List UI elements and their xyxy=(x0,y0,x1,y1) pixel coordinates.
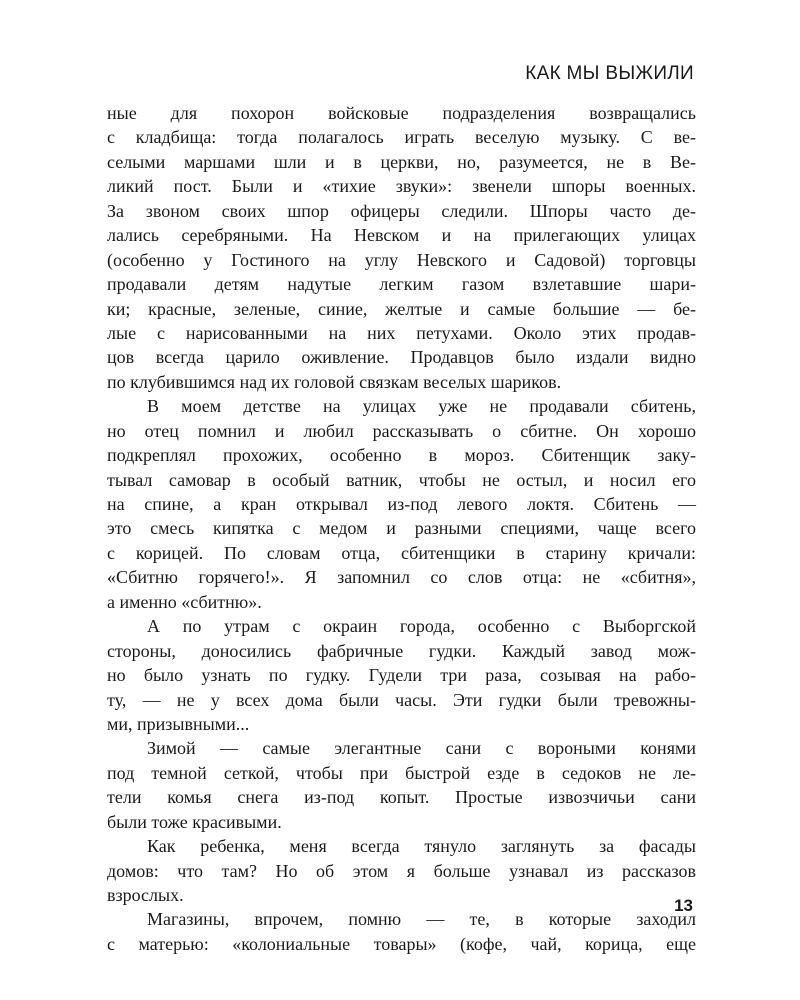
text-line: а именно «сбитню». xyxy=(107,591,262,612)
text-line: с матерью: «колониальные товары» (кофе, чай, корица, еще xyxy=(107,933,696,954)
text-line: домов: что там? Но об этом я больше узнавал из рассказов xyxy=(107,860,696,881)
text-line: стороны, доносились фабричные гудки. Каждый завод мож- xyxy=(107,640,696,661)
text-line: тывал самовар в особый ватник, чтобы не остыл, и носил его xyxy=(107,469,696,490)
text-line: За звоном своих шпор офицеры следили. Шпоры часто де- xyxy=(107,200,696,221)
text-line: ту, — не у всех дома были часы. Эти гудки были тревожны- xyxy=(107,689,696,710)
paragraph-first-line: Как ребенка, меня всегда тянуло заглянуть за фасады xyxy=(147,836,696,857)
running-title: КАК МЫ ВЫЖИЛИ xyxy=(525,63,694,84)
text-line: «Сбитню горячего!». Я запомнил со слов отца: не «сбитня», xyxy=(107,567,696,588)
text-line: были тоже красивыми. xyxy=(107,811,282,832)
text-line: подкреплял прохожих, особенно в мороз. Сбитенщик заку- xyxy=(107,445,696,466)
text-line: селыми маршами шли и в церкви, но, разумеется, не в Ве- xyxy=(107,151,696,172)
text-line: на спине, а кран открывал из-под левого локтя. Сбитень — xyxy=(107,494,696,514)
paragraph-first-line: Магазины, впрочем, помню — те, в которые заходил xyxy=(147,909,696,930)
text-line: по клубившимся над их головой связкам веселых шариков. xyxy=(107,371,562,392)
body-text xyxy=(107,101,696,956)
text-line: ные для похорон войсковые подразделения возвращались xyxy=(107,103,696,123)
text-line: (особенно у Гостиного на углу Невского и Садовой) торговцы xyxy=(107,249,696,270)
paragraph-first-line: Зимой — самые элегантные сани с вороными конями xyxy=(147,738,696,759)
text-line: продавали детям надутые легким газом взлетавшие шари- xyxy=(107,274,696,295)
text-line: это смесь кипятка с медом и разными специями, чаще всего xyxy=(107,518,696,539)
text-line: взрослых. xyxy=(107,885,184,905)
paragraph-first-line: А по утрам с окраин города, особенно с Выборгской xyxy=(147,616,696,637)
text-line: лые с нарисованными на них петухами. Около этих продав- xyxy=(107,322,696,343)
text-line: с корицей. По словам отца, сбитенщики в старину кричали: xyxy=(107,542,696,563)
text-line: ки; красные, зеленые, синие, желтые и самые большие — бе- xyxy=(107,298,696,319)
text-line: цов всегда царило оживление. Продавцов было издали видно xyxy=(107,347,696,368)
text-line: лались серебряными. На Невском и на прилегающих улицах xyxy=(107,225,696,246)
text-line: с кладбища: тогда полагалось играть веселую музыку. С ве- xyxy=(107,127,696,148)
paragraph-first-line: В моем детстве на улицах уже не продавали сбитень, xyxy=(147,396,696,417)
text-line: но отец помнил и любил рассказывать о сбитне. Он хорошо xyxy=(107,420,696,441)
text-line: ликий пост. Были и «тихие звуки»: звенели шпоры военных. xyxy=(107,176,696,197)
text-line: тели комья снега из-под копыт. Простые извозчичьи сани xyxy=(107,787,696,808)
text-line: но было узнать по гудку. Гудели три раза, созывая на рабо- xyxy=(107,665,696,686)
text-line: под темной сеткой, чтобы при быстрой езде в седоков не ле- xyxy=(107,762,696,783)
text-line: ми, призывными... xyxy=(107,713,250,734)
page-number: 13 xyxy=(674,896,693,915)
